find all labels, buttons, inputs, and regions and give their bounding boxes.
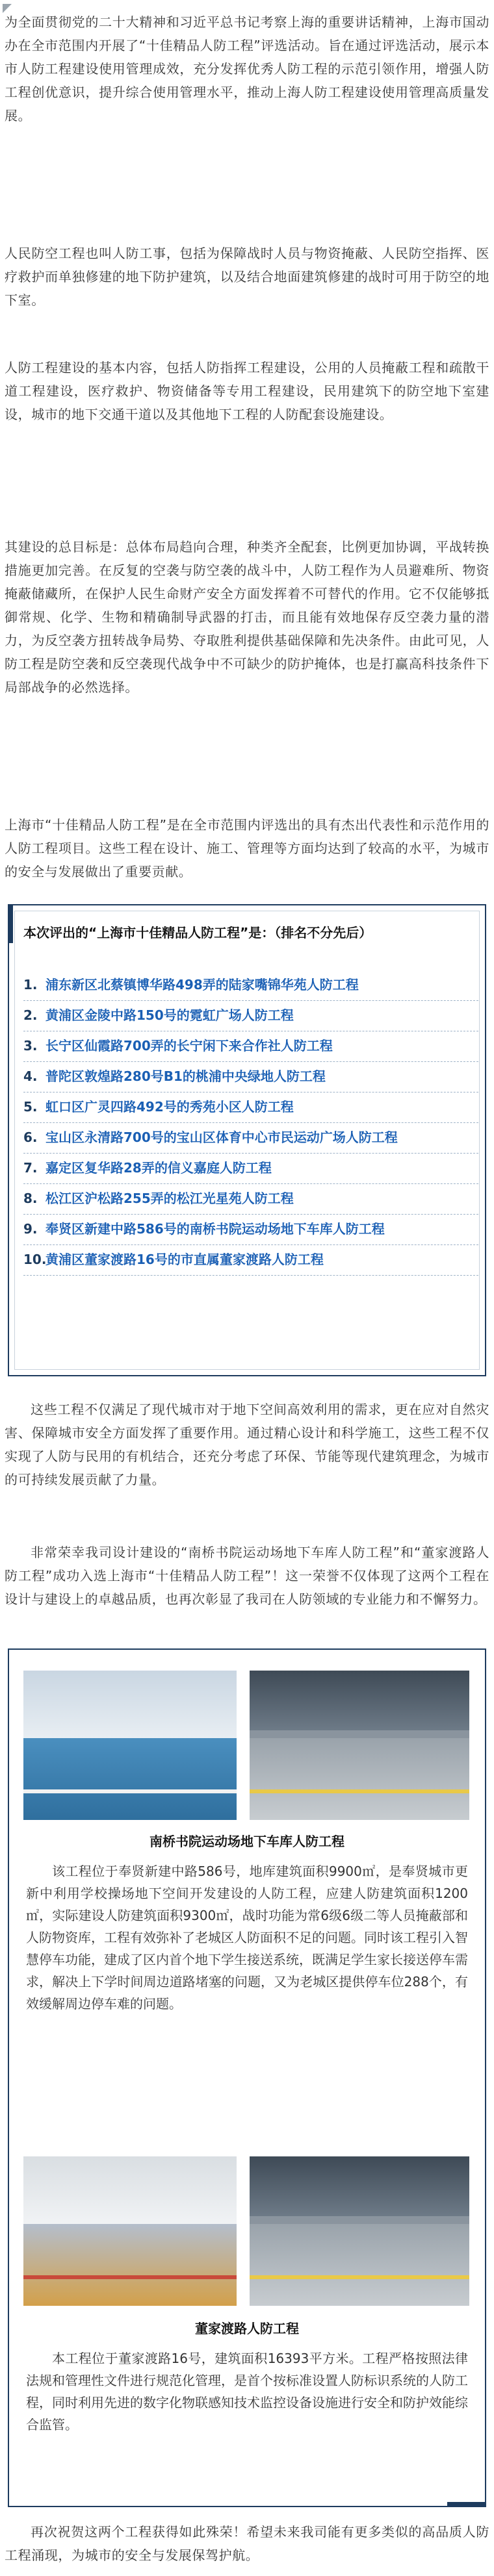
list-item <box>23 1062 478 1092</box>
paragraph-goal: 其建设的总目标是：总体布局趋向合理，种类齐全配套，比例更加协调，平战转换措施更加完善。在反复的空袭与防空袭的战斗中，人防工程作为人员避难所、物资掩蔽储藏所，在保护人民生命财产安全方面发挥着不可替代的作用。它不仅能够抵御常规、化学、生物和精确制导武器的打击，而且能有效地保存反空袭力量的潜力，为反空袭方扭转战争局势、夺取胜利提供基础保障和先决条件。由此可见，人防工程是防空袭和反空袭现代战争中不可缺少的防护掩体，也是打赢高科技条件下局部战争的必然选择。 <box>5 539 489 695</box>
paragraph-closing: 再次祝贺这两个工程获得如此殊荣！希望未来我司能有更多类似的高品质人防工程涌现，为城市的安全与发展保驾护航。 <box>5 2524 489 2563</box>
list-item-number: 5. <box>23 1099 38 1115</box>
project1-title: 南桥书院运动场地下车库人防工程 <box>150 1834 344 1849</box>
project2-description: 本工程位于董家渡路16号，建筑面积16393平方米。工程严格按照法律法规和管理性文件进行规范化管理，是首个按标准设置人防标识系统的人防工程，同时利用先进的数字化物联感知技术监控设备设施进行安全和防护效能综合监管。 <box>26 2351 468 2432</box>
significance-section <box>5 1398 489 1491</box>
list-item <box>23 1123 478 1154</box>
list-item-text: 奉贤区新建中路586号的南桥书院运动场地下车库人防工程 <box>46 1221 385 1237</box>
list-item-number: 9. <box>23 1221 38 1237</box>
list-item <box>23 1215 478 1245</box>
list-item-text: 黄浦区董家渡路16号的市直属董家渡路人防工程 <box>46 1252 324 1267</box>
list-item <box>23 1154 478 1184</box>
list-item-number: 7. <box>23 1160 38 1176</box>
project2-title: 董家渡路人防工程 <box>195 2321 299 2336</box>
projects-box <box>8 1648 486 2507</box>
paragraph-intro: 为全面贯彻党的二十大精神和习近平总书记考察上海的重要讲话精神，上海市国动办在全市范围内开展了“十佳精品人防工程”评选活动。旨在通过评选活动，展示本市人防工程建设使用管理成效，充分发挥优秀人防工程的示范引领作用，增强人防工程创优意识，提升综合使用管理水平，推动上海人防工程建设使用管理高质量发展。 <box>5 14 489 123</box>
honor-section <box>5 1541 489 1611</box>
list-item <box>23 1245 478 1276</box>
paragraph-content: 人防工程建设的基本内容，包括人防指挥工程建设，公用的人员掩蔽工程和疏散干道工程建设，医疗救护、物资储备等专用工程建设，民用建筑下的防空地下室建设，城市的地下交通干道以及其他地下工程的人防配套设施建设。 <box>5 360 489 422</box>
list-item <box>23 1031 478 1062</box>
list-item-number: 1. <box>23 977 38 992</box>
list-item-number: 3. <box>23 1038 38 1054</box>
list-item-text: 长宁区仙霞路700弄的长宁闲下来合作社人防工程 <box>46 1038 333 1054</box>
list-item <box>23 1184 478 1215</box>
paragraph-honor: 非常荣幸我司设计建设的“南桥书院运动场地下车库人防工程”和“董家渡路人防工程”成功入选上海市“十佳精品人防工程”！这一荣誉不仅体现了这两个工程在设计与建设上的卓越品质，也再次彰显了我司在人防领域的专业能力和不懈努力。 <box>5 1545 489 1607</box>
photo-shelter-parking <box>250 2156 469 2306</box>
list-item-number: 4. <box>23 1068 38 1084</box>
list-item-text: 虹口区广灵四路492号的秀苑小区人防工程 <box>46 1099 294 1115</box>
photo-sports-field <box>23 1671 237 1820</box>
list-item-text: 普陀区敦煌路280号B1的桃浦中央绿地人防工程 <box>46 1068 326 1084</box>
closing-section <box>5 2520 489 2567</box>
top-ten-list-box <box>8 904 486 1376</box>
goal-section <box>5 535 489 699</box>
content-section <box>5 356 489 426</box>
list-item-text: 黄浦区金陵中路150号的霓虹广场人防工程 <box>46 1007 294 1023</box>
definition-section <box>5 242 489 312</box>
award-intro-section <box>5 813 489 883</box>
project1-description: 该工程位于奉贤新建中路586号，地库建筑面积9900㎡，是奉贤城市更新中利用学校操场地下空间开发建设的人防工程，应建人防建筑面积1200㎡，实际建设人防建筑面积9300㎡，战时功能为常6级6级二等人员掩蔽部和人防物资库，工程有效弥补了老城区人防面积不足的问题。同时该工程引入智慧停车功能，建成了区内首个地下学生接送系统，既满足学生家长接送停车需求，解决上下学时间周边道路堵塞的问题，又为老城区提供停车位288个，有效缓解周边停车难的问题。 <box>26 1863 468 2012</box>
list-item-number: 8. <box>23 1191 38 1206</box>
list-item <box>23 1092 478 1123</box>
list-item <box>23 1001 478 1031</box>
list-item-text: 嘉定区复华路28弄的信义嘉庭人防工程 <box>46 1160 272 1176</box>
intro-section <box>5 10 489 127</box>
photo-shelter-corridor <box>23 2156 237 2306</box>
paragraph-award-intro: 上海市“十佳精品人防工程”是在全市范围内评选出的具有杰出代表性和示范作用的人防工程项目。这些工程在设计、施工、管理等方面均达到了较高的水平，为城市的安全与发展做出了重要贡献。 <box>5 817 489 879</box>
project-list <box>23 970 478 1276</box>
list-item-text: 松江区沪松路255弄的松江光星苑人防工程 <box>46 1191 294 1206</box>
list-title: 本次评出的“上海市十佳精品人防工程”是：（排名不分先后） <box>23 925 372 941</box>
photo-parking-garage <box>250 1671 469 1820</box>
list-item <box>23 970 478 1001</box>
list-item-number: 2. <box>23 1007 38 1023</box>
list-item-number: 10. <box>23 1252 47 1267</box>
paragraph-definition: 人民防空工程也叫人防工事，包括为保障战时人员与物资掩蔽、人民防空指挥、医疗救护而单独修建的地下防护建筑，以及结合地面建筑修建的战时可用于防空的地下室。 <box>5 246 489 308</box>
paragraph-significance: 这些工程不仅满足了现代城市对于地下空间高效利用的需求，更在应对自然灾害、保障城市安全方面发挥了重要作用。通过精心设计和科学施工，这些工程不仅实现了人防与民用的有机结合，还充分考虑了环保、节能等现代建筑理念，为城市的可持续发展贡献了力量。 <box>5 1402 489 1487</box>
list-item-number: 6. <box>23 1130 38 1145</box>
list-item-text: 宝山区永清路700号的宝山区体育中心市民运动广场人防工程 <box>46 1130 398 1145</box>
list-item-text: 浦东新区北蔡镇博华路498弄的陆家嘴锦华苑人防工程 <box>46 977 359 992</box>
